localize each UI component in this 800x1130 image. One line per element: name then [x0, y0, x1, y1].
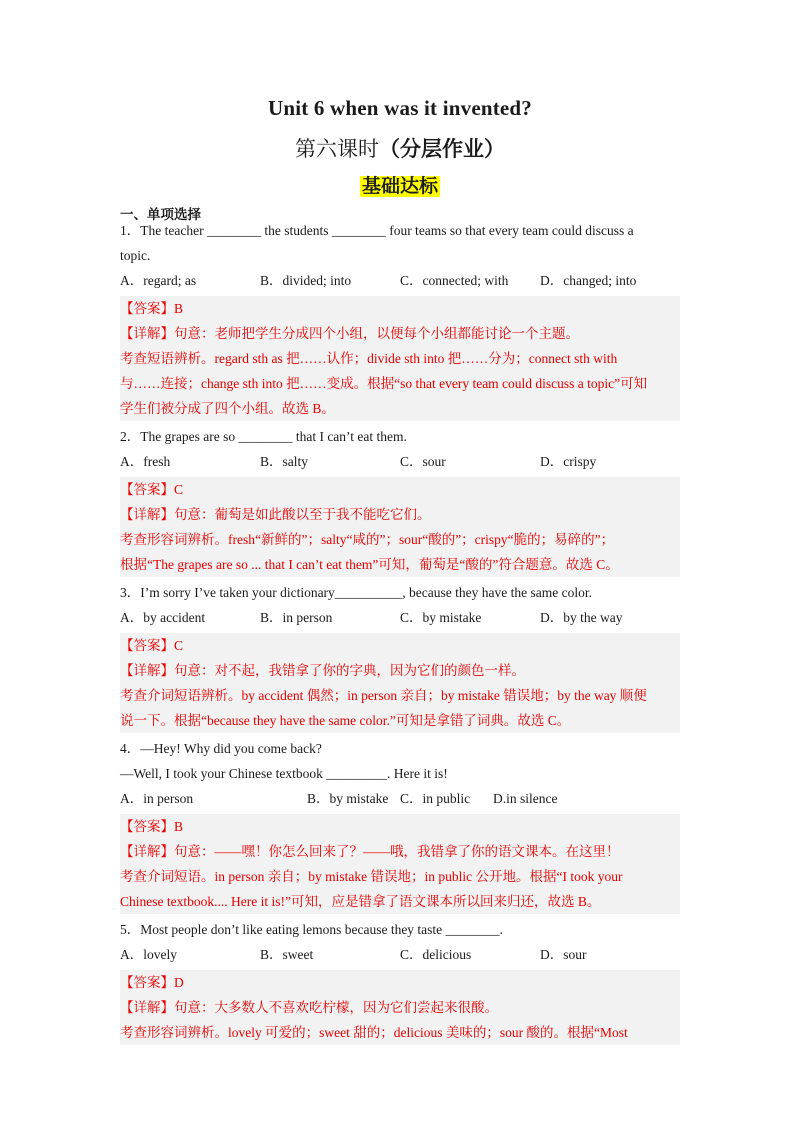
option-c: C．by mistake [400, 610, 482, 625]
answer-line: 【答案】C [120, 482, 184, 497]
question-1 [120, 218, 680, 421]
level-heading [0, 171, 800, 198]
question-4 [120, 736, 680, 914]
option-b: B．by mistake [307, 791, 389, 806]
option-c: C．in public [400, 791, 471, 806]
question-text: 3．I’m sorry I’ve taken your dictionary__________, because they have the same color. [120, 585, 592, 600]
answer-line: 考查介词短语。in person 亲自；by mistake 错误地；in public 公开地。根据“I took your [120, 869, 623, 884]
option-row [120, 786, 680, 811]
option-row [120, 449, 680, 474]
question-text: 2．The grapes are so ________ that I can’t eat them. [120, 429, 407, 444]
answer-line: 【答案】D [120, 975, 184, 990]
document-subtitle [0, 133, 800, 163]
option-d: D．crispy [540, 454, 597, 469]
document-title: Unit 6 when was it invented? [267, 96, 533, 120]
option-b: B．sweet [260, 947, 314, 962]
answer-line: Chinese textbook.... Here it is!”可知，应是错拿了语文课本所以回来归还，故选 B。 [120, 894, 601, 909]
answer-line: 【详解】句意：葡萄是如此酸以至于我不能吃它们。 [120, 507, 431, 522]
answer-box [120, 477, 680, 577]
section-heading: 一、单项选择 [120, 207, 201, 222]
option-a: A．regard; as [120, 273, 197, 288]
answer-box [120, 633, 680, 733]
answer-line: 考查形容词辨析。lovely 可爱的；sweet 甜的；delicious 美味的；sour 酸的。根据“Most [120, 1025, 628, 1040]
question-text: —Well, I took your Chinese textbook _________. Here it is! [120, 766, 448, 781]
answer-line: 【详解】句意：大多数人不喜欢吃柠檬，因为它们尝起来很酸。 [120, 1000, 498, 1015]
answer-line: 【答案】C [120, 638, 184, 653]
answer-box [120, 814, 680, 914]
question-text: 5．Most people don’t like eating lemons because they taste ________. [120, 922, 503, 937]
option-b: B．in person [260, 610, 333, 625]
option-c: C．delicious [400, 947, 472, 962]
answer-line: 【答案】B [120, 301, 184, 316]
answer-line: 【详解】句意：——嘿！你怎么回来了？——哦，我错拿了你的语文课本。在这里！ [120, 844, 620, 859]
subtitle-bold: （分层作业） [379, 137, 505, 161]
option-b: B．salty [260, 454, 309, 469]
answer-line: 与……连接；change sth into 把……变成。根据“so that every team could discuss a topic”可知 [120, 376, 648, 391]
option-d: D．sour [540, 947, 587, 962]
subtitle-normal: 第六课时 [295, 137, 379, 161]
answer-box [120, 970, 680, 1045]
option-d: D．changed; into [540, 273, 637, 288]
option-c: C．sour [400, 454, 446, 469]
answer-line: 【详解】句意：老师把学生分成四个小组，以便每个小组都能讨论一个主题。 [120, 326, 579, 341]
answer-line: 考查形容词辨析。fresh“新鲜的”；salty“咸的”；sour“酸的”；crispy“脆的；易碎的”； [120, 532, 615, 547]
answer-box [120, 296, 680, 421]
option-a: A．by accident [120, 610, 206, 625]
option-a: A．lovely [120, 947, 177, 962]
question-5 [120, 917, 680, 1045]
option-a: A．fresh [120, 454, 171, 469]
option-row [120, 942, 680, 967]
level-highlight: 基础达标 [361, 176, 438, 197]
answer-line: 根据“The grapes are so ... that I can’t eat them”可知，葡萄是“酸的”符合题意。故选 C。 [120, 557, 619, 572]
option-a: A．in person [120, 791, 194, 806]
answer-line: 【详解】句意：对不起，我错拿了你的字典，因为它们的颜色一样。 [120, 663, 525, 678]
question-text: 1．The teacher ________ the students ________ four teams so that every team could discuss a [120, 223, 634, 238]
answer-line: 【答案】B [120, 819, 184, 834]
question-3 [120, 580, 680, 733]
option-d: D.in silence [493, 791, 558, 806]
option-row [120, 605, 680, 630]
option-row [120, 268, 680, 293]
answer-line: 考查短语辨析。regard sth as 把……认作；divide sth into 把……分为；connect sth with [120, 351, 618, 366]
question-text: 4．—Hey! Why did you come back? [120, 741, 322, 756]
question-2 [120, 424, 680, 577]
answer-line: 考查介词短语辨析。by accident 偶然；in person 亲自；by mistake 错误地；by the way 顺便 [120, 688, 647, 703]
option-c: C．connected; with [400, 273, 509, 288]
question-list [120, 218, 680, 1048]
answer-line: 学生们被分成了四个小组。故选 B。 [120, 401, 335, 416]
question-text: topic. [120, 248, 151, 263]
answer-line: 说一下。根据“because they have the same color.”可知是拿错了词典。故选 C。 [120, 713, 571, 728]
option-d: D．by the way [540, 610, 623, 625]
option-b: B．divided; into [260, 273, 352, 288]
